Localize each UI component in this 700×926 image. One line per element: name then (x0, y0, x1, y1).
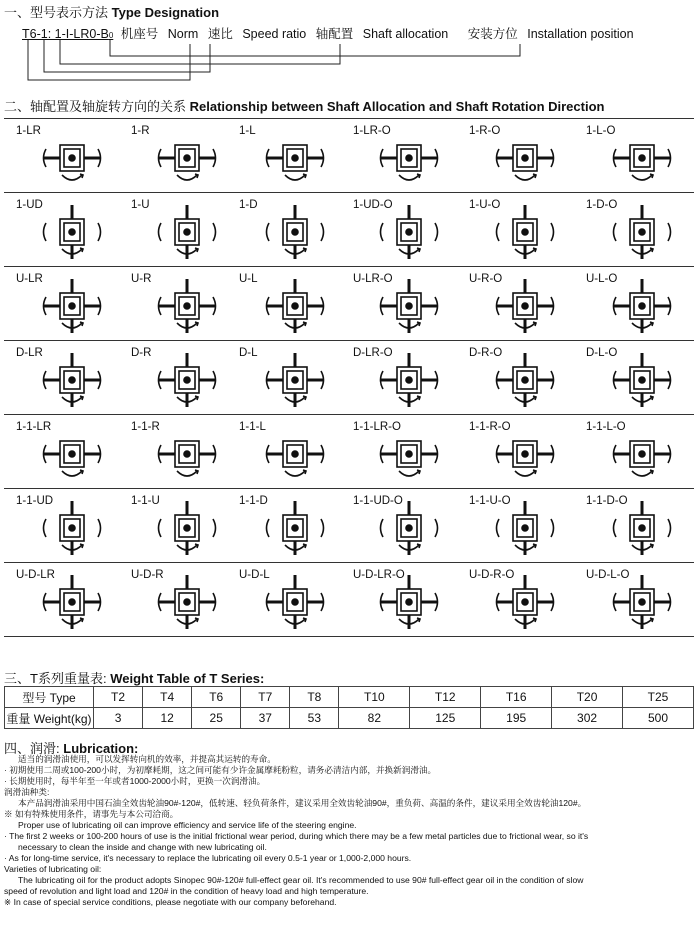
lube-line: The lubricating oil for the product adopts Sinopec 90#-120# full-effect gear oil. It's recommended to use 90# full-effect gear oil in the condition of slow (18, 875, 584, 885)
config-cell (4, 563, 119, 636)
section4-en: Lubrication: (63, 741, 139, 756)
gearbox-diagram-icon (40, 277, 104, 337)
type-cell: T16 (481, 687, 552, 708)
weight-cell: 302 (552, 708, 623, 729)
gearbox-diagram-icon (40, 203, 104, 263)
type-cell: T7 (241, 687, 290, 708)
weight-cell: 53 (290, 708, 339, 729)
type-cell: T10 (339, 687, 410, 708)
config-row (4, 414, 694, 488)
section-shaft-relationship (4, 96, 604, 115)
type-cell: T20 (552, 687, 623, 708)
weight-cell: 195 (481, 708, 552, 729)
gearbox-diagram-icon (155, 129, 219, 189)
config-label: D-LR (16, 347, 43, 359)
section1-cn: 一、型号表示方法 (4, 5, 109, 20)
weight-table-type-row (5, 687, 694, 708)
config-label: U-LR-O (353, 273, 393, 285)
gearbox-diagram-icon (155, 277, 219, 337)
config-row (4, 488, 694, 562)
lube-line: 本产品润滑油采用中国石油全效齿轮油90#-120#，低转速、轻负荷条件，建议采用全效齿轮油90#，重负荷、高温的条件，建议采用全效齿轮油120#。 (18, 798, 587, 808)
section4-cn: 四、润滑: (4, 741, 60, 756)
config-label: 1-1-L-O (586, 421, 626, 433)
gearbox-diagram-icon (377, 129, 441, 189)
lube-line: Varieties of lubricating oil: (4, 864, 102, 874)
gearbox-diagram-icon (610, 499, 674, 559)
weight-cell: 500 (623, 708, 694, 729)
config-cell (457, 341, 572, 414)
part-cn-1: 速比 (207, 27, 233, 41)
config-cell (341, 489, 456, 562)
gearbox-diagram-icon (493, 499, 557, 559)
type-cell: T8 (290, 687, 339, 708)
lube-line: necessary to clean the inside and change with new lubricating oil. (18, 842, 267, 852)
config-cell (341, 341, 456, 414)
config-label: 1-LR-O (353, 125, 391, 137)
config-label: U-D-LR (16, 569, 55, 581)
config-row (4, 118, 694, 192)
gearbox-diagram-icon (493, 129, 557, 189)
config-row (4, 192, 694, 266)
gearbox-diagram-icon (263, 277, 327, 337)
part-en-2: Shaft allocation (362, 27, 449, 41)
config-cell (457, 119, 572, 192)
gearbox-diagram-icon (377, 277, 441, 337)
config-cell (119, 119, 234, 192)
config-row (4, 562, 694, 637)
config-label: U-R (131, 273, 152, 285)
config-label: U-L (239, 273, 258, 285)
gearbox-diagram-icon (155, 425, 219, 485)
config-cell (119, 563, 234, 636)
gearbox-diagram-icon (40, 499, 104, 559)
config-cell (4, 193, 119, 266)
config-label: 1-UD (16, 199, 43, 211)
gearbox-diagram-icon (263, 129, 327, 189)
section-weight-table (4, 668, 264, 687)
gearbox-diagram-icon (40, 425, 104, 485)
config-cell (4, 119, 119, 192)
section2-en: Relationship between Shaft Allocation and Shaft Rotation Direction (189, 99, 605, 114)
gearbox-diagram-icon (610, 425, 674, 485)
config-label: U-L-O (586, 273, 618, 285)
config-label: D-R (131, 347, 152, 359)
config-cell (341, 119, 456, 192)
gearbox-diagram-icon (493, 573, 557, 633)
config-label: 1-D (239, 199, 258, 211)
config-label: D-R-O (469, 347, 503, 359)
gearbox-diagram-icon (155, 203, 219, 263)
type-header: 型号 Type (5, 687, 94, 708)
config-row (4, 340, 694, 414)
config-cell (4, 341, 119, 414)
config-cell (341, 193, 456, 266)
gearbox-diagram-icon (155, 499, 219, 559)
gearbox-diagram-icon (610, 573, 674, 633)
weight-header: 重量 Weight(kg) (5, 708, 94, 729)
config-cell (227, 563, 342, 636)
config-cell (119, 341, 234, 414)
section3-cn: 三、T系列重量表: (4, 671, 107, 686)
config-label: 1-D-O (586, 199, 618, 211)
type-cell: T6 (192, 687, 241, 708)
gearbox-diagram-icon (377, 499, 441, 559)
config-cell (119, 193, 234, 266)
gearbox-diagram-icon (40, 129, 104, 189)
type-cell: T12 (410, 687, 481, 708)
config-label: 1-LR (16, 125, 41, 137)
gearbox-diagram-icon (493, 277, 557, 337)
gearbox-diagram-icon (263, 203, 327, 263)
config-label: 1-L (239, 125, 256, 137)
config-cell (341, 267, 456, 340)
weight-cell: 37 (241, 708, 290, 729)
part-en-0: Norm (167, 27, 199, 41)
config-cell (457, 193, 572, 266)
config-label: 1-U (131, 199, 150, 211)
weight-table-weight-row (5, 708, 694, 729)
config-cell (119, 415, 234, 488)
designation-brackets (0, 0, 700, 90)
weight-cell: 82 (339, 708, 410, 729)
gearbox-diagram-icon (263, 573, 327, 633)
config-cell (227, 193, 342, 266)
config-label: 1-1-UD (16, 495, 54, 507)
config-label: 1-1-D-O (586, 495, 628, 507)
part-cn-0: 机座号 (120, 27, 159, 41)
config-cell (341, 415, 456, 488)
lube-line: Proper use of lubricating oil can improve efficiency and service life of the steering engine. (18, 820, 357, 830)
gearbox-diagram-icon (493, 425, 557, 485)
config-label: 1-1-LR-O (353, 421, 401, 433)
config-label: U-D-L-O (586, 569, 630, 581)
gearbox-diagram-icon (377, 573, 441, 633)
gearbox-diagram-icon (377, 203, 441, 263)
gearbox-diagram-icon (493, 203, 557, 263)
part-cn-2: 轴配置 (315, 27, 354, 41)
gearbox-diagram-icon (263, 425, 327, 485)
weight-cell: 3 (94, 708, 143, 729)
config-label: U-D-L (239, 569, 270, 581)
config-row (4, 266, 694, 340)
config-cell (227, 415, 342, 488)
gearbox-diagram-icon (377, 425, 441, 485)
type-cell: T4 (143, 687, 192, 708)
config-cell (4, 415, 119, 488)
gearbox-diagram-icon (155, 351, 219, 411)
config-cell (574, 119, 689, 192)
gearbox-diagram-icon (610, 351, 674, 411)
config-label: U-D-R-O (469, 569, 515, 581)
config-cell (4, 267, 119, 340)
config-cell (341, 563, 456, 636)
weight-cell: 12 (143, 708, 192, 729)
weight-cell: 125 (410, 708, 481, 729)
gearbox-diagram-icon (493, 351, 557, 411)
designation-code: T6-1: 1-I-LR0-B0 (22, 27, 114, 41)
gearbox-diagram-icon (263, 499, 327, 559)
part-en-1: Speed ratio (242, 27, 307, 41)
config-cell (227, 341, 342, 414)
section1-en: Type Designation (111, 5, 220, 20)
config-cell (457, 415, 572, 488)
config-cell (119, 267, 234, 340)
lube-line: ※ In case of special service conditions, please negotiate with our company beforehand. (4, 897, 337, 907)
lube-line: · As for long-time service, it's necessary to replace the lubricating oil every 0.5-1 year or 1,000-2,000 hours. (4, 853, 412, 863)
shaft-config-grid (4, 118, 694, 637)
config-label: 1-1-LR (16, 421, 52, 433)
lube-line: ※ 如有特殊使用条件，请事先与本公司洽商。 (4, 809, 179, 819)
lube-line: 适当的润滑油使用，可以发挥转向机的效率，并提高其运转的寿命。 (18, 754, 276, 764)
config-label: 1-U-O (469, 199, 501, 211)
config-cell (574, 489, 689, 562)
gearbox-diagram-icon (263, 351, 327, 411)
config-label: U-R-O (469, 273, 503, 285)
config-label: 1-1-U-O (469, 495, 511, 507)
config-cell (457, 267, 572, 340)
config-label: D-L-O (586, 347, 618, 359)
type-cell: T25 (623, 687, 694, 708)
config-label: D-LR-O (353, 347, 393, 359)
config-cell (574, 341, 689, 414)
part-cn-3: 安装方位 (467, 27, 518, 41)
config-label: U-D-LR-O (353, 569, 405, 581)
config-label: 1-1-R-O (469, 421, 511, 433)
config-label: 1-L-O (586, 125, 616, 137)
gearbox-diagram-icon (610, 129, 674, 189)
config-cell (574, 563, 689, 636)
gearbox-diagram-icon (40, 351, 104, 411)
part-en-3: Installation position (527, 27, 634, 41)
config-cell (227, 267, 342, 340)
config-cell (119, 489, 234, 562)
config-cell (457, 563, 572, 636)
lubrication-text (4, 754, 694, 908)
lube-line: speed of revolution and light load and 120# in the condition of heavy load and high temperature. (4, 886, 369, 896)
config-label: 1-R-O (469, 125, 501, 137)
weight-cell: 25 (192, 708, 241, 729)
lube-line: · The first 2 weeks or 100-200 hours of use is the initial frictional wear period, during which there may be a few metal particles due to frictional wear, so it's (4, 831, 589, 841)
gearbox-diagram-icon (377, 351, 441, 411)
config-cell (4, 489, 119, 562)
weight-table (4, 686, 694, 729)
lube-line: 润滑油种类: (4, 787, 50, 797)
gearbox-diagram-icon (610, 203, 674, 263)
section2-cn: 二、轴配置及轴旋转方向的关系 (4, 99, 187, 114)
config-cell (457, 489, 572, 562)
config-label: D-L (239, 347, 258, 359)
gearbox-diagram-icon (40, 573, 104, 633)
config-cell (574, 415, 689, 488)
lube-line: · 长期使用时，每半年至一年或者1000-2000小时，更换一次润滑油。 (4, 776, 266, 786)
config-cell (574, 193, 689, 266)
config-cell (227, 489, 342, 562)
config-label: 1-1-R (131, 421, 160, 433)
config-label: 1-1-UD-O (353, 495, 403, 507)
config-label: 1-1-U (131, 495, 160, 507)
config-label: 1-1-L (239, 421, 266, 433)
gearbox-diagram-icon (155, 573, 219, 633)
config-label: 1-UD-O (353, 199, 393, 211)
gearbox-diagram-icon (610, 277, 674, 337)
section3-en: Weight Table of T Series: (110, 671, 265, 686)
config-cell (574, 267, 689, 340)
config-label: 1-R (131, 125, 150, 137)
config-label: 1-1-D (239, 495, 268, 507)
config-label: U-D-R (131, 569, 164, 581)
lube-line: · 初期使用二周或100-200小时，为初摩耗期，这之间可能有少许金属摩耗粉粒，请务必清洁内部，并换新润滑油。 (4, 765, 437, 775)
config-cell (227, 119, 342, 192)
type-cell: T2 (94, 687, 143, 708)
config-label: U-LR (16, 273, 43, 285)
